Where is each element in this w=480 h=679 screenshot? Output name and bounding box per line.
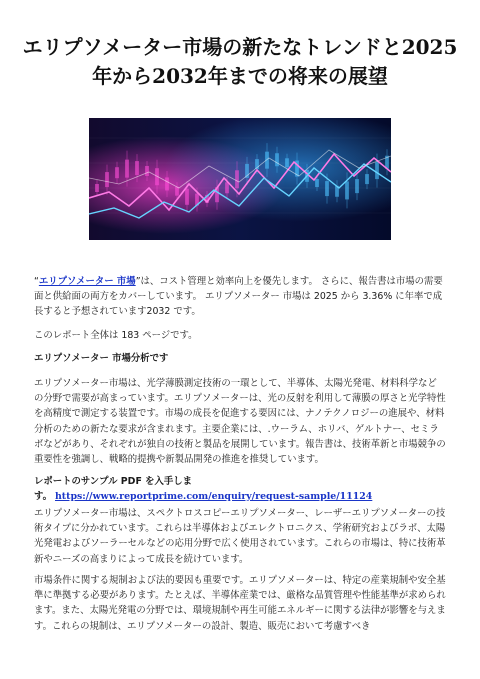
candle-body	[265, 152, 269, 169]
candle-body	[125, 160, 129, 178]
candle-body	[235, 170, 239, 188]
candle-body	[375, 162, 379, 179]
candle-body	[345, 181, 349, 199]
hero-image	[89, 118, 391, 240]
quote-mark: “	[34, 276, 39, 287]
candle-body	[185, 189, 189, 205]
candle-body	[275, 153, 279, 166]
candle-body	[135, 161, 139, 175]
sample-label: レポートのサンプル PDF を入手します。	[34, 476, 192, 503]
section-heading: エリプソメーター 市場分析です	[34, 353, 169, 364]
candle-body	[355, 179, 359, 193]
candle-body	[95, 184, 99, 192]
candle-body	[165, 177, 169, 190]
sample-link[interactable]: https://www.reportprime.com/enquiry/request-sample/11124	[54, 491, 373, 503]
analysis-paragraph: エリプソメーター市場は、光学薄膜測定技術の一環として、半導体、太陽光発電、材料科学などの分野で需要が高まっています。エリプソメーターは、光の反射を利用して薄膜の厚さと光学特性を高精度で測定する装置です。市場の成長を促進する要因には、ナノテクノロジーの進展や、材料分析のための新たな要求が含まれます。主要企業には、.ウーラム、ホリバ、ゲルトナー、セミラボなどがあり、それぞれが独自の技術と製品を展開しています。報告書は、技術革新と市場競争の重要性を強調し、戦略的提携や新製品開発の推進を推奨しています。	[34, 378, 446, 466]
page-count-text: このレポート全体は 183 ページです。	[34, 330, 198, 341]
candle-body	[115, 167, 119, 178]
sample-line	[34, 474, 446, 504]
page-title: エリプソメーター市場の新たなトレンドと2025年から2032年までの将来の展望	[22, 35, 458, 88]
market-link[interactable]: エリプソメーター 市場	[38, 276, 136, 287]
candle-body	[225, 182, 229, 193]
candle-body	[285, 158, 289, 167]
candle-body	[325, 181, 329, 196]
candle-body	[315, 179, 319, 187]
regulation-paragraph: 市場条件に関する規制および法的要因も重要です。エリプソメーターは、特定の産業規制や安全基準に準拠する必要があります。たとえば、半導体産業では、厳格な品質管理や性能基準が求められます。また、太陽光発電の分野では、環境規制や再生可能エネルギーに関する法律が影響を与えます。これらの規制は、エリプソメーターの設計、製造、販売において考慮すべき	[34, 575, 446, 632]
segments-paragraph: エリプソメーター市場は、スペクトロスコピーエリプソメーター、レーザーエリプソメーターの技術タイプに分かれています。これらは半導体およびエレクトロニクス、学術研究およびラボ、太陽光発電およびソーラーセルなどの応用分野で広く使用されています。これらの市場は、特に技術革新やニーズの高まりによって成長を続けています。	[34, 508, 446, 565]
intro-paragraph	[34, 274, 446, 320]
candle-body	[105, 172, 109, 187]
candle-body	[145, 166, 149, 176]
intro-text: ”は、コスト管理と効率向上を優先します。 さらに、報告書は市場の需要面と供給面の両方をカバーしています。 エリプソメーター 市場は 2025 から 3.36% に年率で成長すると予想されています2032 です。	[34, 276, 443, 318]
candle-body	[365, 174, 369, 184]
